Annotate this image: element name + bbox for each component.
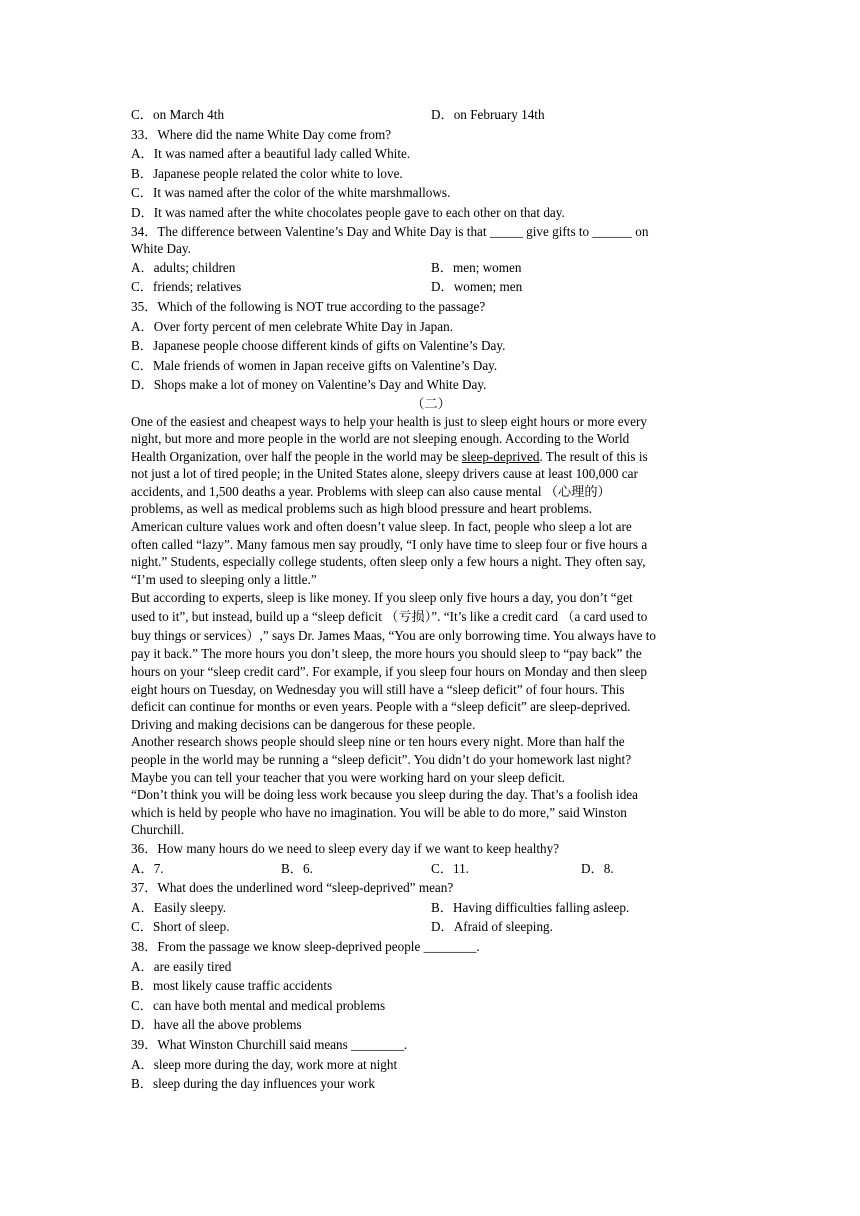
q34-option-c: C．friends; relatives	[131, 279, 242, 295]
passage-line: accidents, and 1,500 deaths a year. Problems with sleep can also cause mental （心理的）	[131, 483, 611, 499]
q37-option-b: B．Having difficulties falling asleep.	[431, 899, 630, 915]
q37-option-d: D．Afraid of sleeping.	[431, 919, 553, 935]
passage-line: problems, as well as medical problems such as high blood pressure and heart problems.	[131, 501, 593, 517]
q37-option-a: A．Easily sleepy.	[131, 899, 227, 915]
passage-line: often called “lazy”. Many famous men say proudly, “I only have time to sleep four or five hours a	[131, 536, 648, 552]
passage-line: “I’m used to sleeping only a little.”	[131, 571, 317, 587]
passage-line: Maybe you can tell your teacher that you were working hard on your sleep deficit.	[131, 769, 565, 785]
q37-options-row2	[131, 917, 731, 937]
passage-paragraph-1	[131, 413, 731, 519]
passage-line: people in the world may be running a “sleep deficit”. You didn’t do your homework last night?	[131, 752, 632, 767]
passage-line: But according to experts, sleep is like money. If you sleep only five hours a day, you don’t “get	[131, 590, 633, 606]
q39-option-a: A．sleep more during the day, work more at night	[131, 1056, 398, 1072]
section-heading: （二）	[411, 395, 451, 411]
q32-options-row	[131, 105, 731, 125]
q39-stem: 39．What Winston Churchill said means ________.	[131, 1036, 408, 1052]
passage-line: which is held by people who have no imagination. You will be able to do more,” said Winston	[131, 804, 627, 820]
q35-option-b: B．Japanese people choose different kinds of gifts on Valentine’s Day.	[131, 338, 506, 354]
passage-line: Churchill.	[131, 822, 185, 838]
passage-line: “Don’t think you will be doing less work because you sleep during the day. That’s a foolish idea	[131, 787, 639, 803]
q33-option-c: C．It was named after the color of the white marshmallows.	[131, 185, 451, 201]
q37-stem: 37．What does the underlined word “sleep-deprived” mean?	[131, 880, 454, 896]
passage-line: Another research shows people should sleep nine or ten hours every night. More than half the	[131, 734, 625, 750]
passage-line: hours on your “sleep credit card”. For example, if you sleep four hours on Monday and then sleep	[131, 664, 647, 680]
passage-line: used to it”, but instead, build up a “sleep deficit （亏损）”. “It’s like a credit card （a card used to	[131, 609, 648, 625]
q38-option-b: B．most likely cause traffic accidents	[131, 978, 333, 994]
q34-option-d: D．women; men	[431, 279, 523, 295]
passage-paragraph-3	[131, 588, 731, 733]
q38-option-d: D．have all the above problems	[131, 1017, 302, 1033]
q33-option-b: B．Japanese people related the color white to love.	[131, 165, 403, 181]
q36-option-b: B．6.	[281, 860, 313, 876]
q35-option-a: A．Over forty percent of men celebrate White Day in Japan.	[131, 318, 453, 334]
q34-option-b: B．men; women	[431, 259, 522, 275]
passage-line: American culture values work and often doesn’t value sleep. In fact, people who sleep a lot are	[131, 519, 632, 535]
passage-line: buy things or services）,” says Dr. James Maas, “You are only borrowing time. You always have to	[131, 628, 656, 644]
q33-stem: 33．Where did the name White Day come from?	[131, 126, 392, 142]
passage-paragraph-4	[131, 733, 731, 786]
q32-option-c: C．on March 4th	[131, 107, 225, 122]
passage-line: night, but more and more people in the world are not sleeping enough. According to the World	[131, 431, 630, 447]
q37-option-c: C．Short of sleep.	[131, 919, 230, 935]
underlined-word: sleep-deprived	[461, 448, 540, 464]
q33-option-d: D．It was named after the white chocolates people gave to each other on that day.	[131, 204, 565, 220]
q38-option-a: A．are easily tired	[131, 958, 232, 974]
passage-line: pay it back.” The more hours you don’t sleep, the more hours you should sleep to “pay back” the	[131, 646, 642, 662]
exam-page	[131, 105, 731, 1094]
q36-option-c: C．11.	[431, 860, 469, 876]
q39-option-b: B．sleep during the day influences your work	[131, 1076, 375, 1092]
q38-option-c: C．can have both mental and medical problems	[131, 997, 386, 1013]
passage-line: not just a lot of tired people; in the United States alone, sleepy drivers cause at least 100,000 car	[131, 466, 638, 482]
q33-option-a: A．It was named after a beautiful lady called White.	[131, 146, 411, 162]
passage-paragraph-5	[131, 786, 731, 839]
q36-stem: 36．How many hours do we need to sleep every day if we want to keep healthy?	[131, 840, 560, 856]
passage-paragraph-2	[131, 518, 731, 588]
q35-option-c: C．Male friends of women in Japan receive gifts on Valentine’s Day.	[131, 357, 498, 373]
q35-stem: 35．Which of the following is NOT true according to the passage?	[131, 298, 486, 314]
passage-line: Driving and making decisions can be dangerous for these people.	[131, 716, 476, 732]
passage-line-tail: . The result of this is	[539, 448, 648, 464]
passage-line: deficit can continue for months or even years. People with a “sleep deficit” are sleep-deprived.	[131, 699, 631, 715]
q34-stem-line1: 34．The difference between Valentine’s Day and White Day is that _____ give gifts to ______ on	[131, 223, 649, 239]
q38-stem: 38．From the passage we know sleep-deprived people ________.	[131, 938, 480, 954]
q36-options-row	[131, 859, 731, 879]
q37-options-row1	[131, 898, 731, 918]
passage-line: night.” Students, especially college students, often sleep only a few hours a night. They often say,	[131, 554, 646, 570]
q36-option-d: D．8.	[581, 860, 614, 876]
passage-line-head: Health Organization, over half the people in the world may be	[131, 448, 462, 464]
q36-option-a: A．7.	[131, 860, 164, 876]
q32-option-d: D．on February 14th	[431, 107, 545, 122]
passage-line: One of the easiest and cheapest ways to help your health is just to sleep eight hours or more every	[131, 413, 647, 429]
q34-option-a: A．adults; children	[131, 259, 236, 275]
passage-line	[131, 448, 731, 466]
q35-option-d: D．Shops make a lot of money on Valentine’s Day and White Day.	[131, 377, 487, 393]
q34-options-row2	[131, 277, 731, 297]
passage-line: eight hours on Tuesday, on Wednesday you will still have a “sleep deficit” of four hours. This	[131, 681, 625, 697]
q34-options-row1	[131, 258, 731, 278]
q34-stem-line2: White Day.	[131, 241, 191, 257]
